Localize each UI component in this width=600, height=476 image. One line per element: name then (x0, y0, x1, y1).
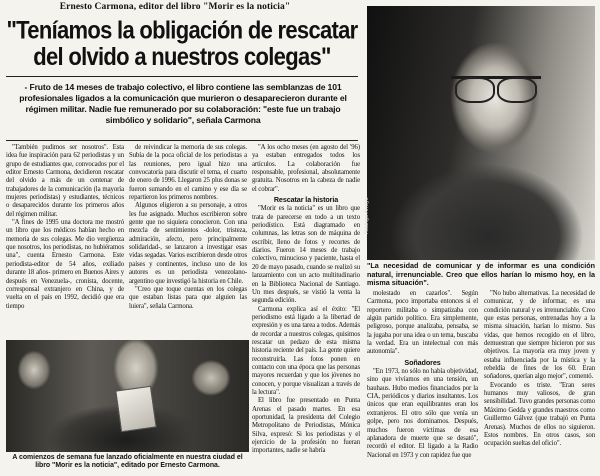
deck: - Fruto de 14 meses de trabajo colectivo, el libro contiene las semblanzas de 101 profesionales ligados a la comunicación que murieron o desaparecieron durante el régimen militar. Nadie fue remunerado por su colaboración: "este fue un trabajo simbólico y solidario", señala Carmona (19, 82, 347, 125)
portrait-caption: "La necesidad de comunicar y de informar es una condición natural, irrenunciable. Creo que ellos harían lo mismo hoy, en la misma situación". (367, 261, 595, 288)
body-paragraph: "A los ocho meses (en agosto del '96) ya estaban entregados todos los artículos. La colaboración fue responsable, profesional, absolutamente gratuita. Nosotros en la cabeza de nadie el cobrar". (252, 144, 360, 193)
glasses-icon (451, 76, 541, 103)
body-paragraph: "En 1973, no sólo no había objetividad, sino que vivíamos en una tensión, un bauhaus. Hubo medios financiados por la CIA, periódicos y diarios insultantes. Los únicos que eran equilibrantes eran los extranjeros. El otro sólo que venía un golpe, pero nos dominamos. Después, muchos fueron víctimas de esa aplanadora de muerte que se desató", recordó el editor. El ligado a la Radio Nacional en 1973 y con rapidez fue que (367, 368, 478, 459)
book-launch-caption: A comienzos de semana fue lanzado oficialmente en nuestra ciudad el libro "Morir es la noticia", editado por Ernesto Carmona. (12, 454, 243, 470)
book-icon (115, 386, 156, 433)
top-rule (6, 76, 358, 77)
photo-credit: Rodrigo Arroyo (364, 197, 370, 234)
body-paragraph: "También pudimos ser nosotros". Esta idea fue inspiración para 62 periodistas y un grupo de estudiantes que, convocados por el editor Ernesto Carmona, decidieron rescatar del olvido a más de un centenar de trabajadores de la comunicación (la mayoría mujeres periodistas) y estudiantes, técnicos o desaparecidos durante los primeros años del régimen militar. (6, 144, 124, 218)
body-paragraph: "Morir es la noticia" es un libro que trata de parecerse en todo a un texto periodístico. Está diagramado en columnas, las letras son de máquina de escribir, lleno de fotos y recortes de diarios. Fueron 14 meses de trabajo colectivo, minucioso y paciente, hasta el 20 de mayo pasado, cuando se realizó su lanzamiento con un acto multitudinario en la Biblioteca Nacional de Santiago. Un mes después, se vistió la venta la segunda edición. (252, 205, 360, 305)
body-column-4 (367, 290, 478, 474)
body-paragraph: molestado en cazarlos". Según Carmona, poco importaba entonces si el reportero militaba o simpatizaba con algún partido político. Era simplemente, peligroso, porque analizaba, pensaba, se la jugaba por una idea o un tema, buscaba la verdad. Era un intelectual con más autonomía". (367, 290, 478, 356)
subhead-sonadores: Soñadores (404, 357, 441, 367)
deck-rule (6, 140, 358, 141)
subhead-rescatar: Rescatar la historia (273, 195, 339, 205)
body-column-5 (484, 290, 595, 474)
body-paragraph: El libro fue presentado en Punta Arenas el pasado martes. En esa oportunidad, la presidenta del Colegio Metropolitano de Periodistas, Mónica Silva, expresó: Si los periodistas y el ejercicio de la profesión no fueran importantes, nadie se habría (252, 397, 360, 455)
body-paragraph: Carmona explica así el éxito: "El periodismo está ligado a la libertad de expresión y es una tarea a todos. Además de recordar a nuestros colegas, quisimos rescatar un pedazo de esta misma historia reciente del país. La gente quiere reconstruirla. Las fotos ponen en contacto con una época que las personas mayores recuerdan y que los jóvenes no conocen, y porque visualizan a través de la lectura". (252, 305, 360, 396)
body-column-3 (252, 144, 360, 474)
body-paragraph: "No hubo alternativas. La necesidad de comunicar, y de informar, es una condición natural y es irrenunciable. Creo que estas personas, entrenadas hoy a la misma situación, harían lo mismo. Sus vidas, que hemos recogido en el libro, demuestran que siempre hicieron por sus objetivos. La mayoría era muy joven y estaba influenciada por la mística y la rebeldía de fines de los 60. Eran soñadores, querían algo mejor", comentó. (484, 290, 595, 381)
body-column-1 (6, 144, 124, 337)
kicker: Ernesto Carmona, editor del libro "Morir es la noticia" (59, 2, 291, 12)
book-launch-photo (6, 340, 249, 452)
body-paragraph: "A fines de 1995 una doctora me mostró un libro que los médicos habían hecho en memoria de sus colegas. Me dio vergüenza que nosotros, los periodistas, no hubiéramos una", cuenta Ernesto Carmona. Este periodista-editor de 54 años, exiliado durante 18 años- primero en Buenos Aires y después en Venezuela-, cronista, docente, corresponsal extranjero en China, y de vuelta en el país en 1992, decidió que era tiempo (6, 219, 124, 310)
body-paragraph: Algunos eligieron a su personaje, a otros les fue asignado. Muchos escribieron sobre gente que no siquiera conocieron. Con una mezcla de sentimientos -dolor, tristeza, admiración, afecto, pero principalmente solidaridad-, se lanzaron a investigar esas vidas segadas. Varios escribieron desde otros países y continentes, incluso uno de los autores es un periodista venezolano-argentino que investigó la historia en Chile. (129, 202, 247, 285)
body-paragraph: Evocando es triste. "Eran seres humanos muy valiosos, de gran sensibilidad. Tuvo grandes personas como Máximo Gedda y grandes maestros como Guillermo Gálvez (que trabajó en Punta Arenas). Muchos de ellos no siguieron. Estos nombres. En otros casos, son ocupación sueltas del oficio". (484, 381, 595, 448)
headline: "Teníamos la obligación de rescatar del olvido a nuestros colegas" (6, 15, 358, 71)
body-paragraph: "Creo que toque cuentas en los colegas que estaban listas para que alguien las luiera", señala Carmona. (129, 285, 247, 310)
body-column-2 (129, 144, 247, 337)
portrait-photo (364, 6, 595, 260)
body-paragraph: de reivindicar la memoria de sus colegas. Subía de la poca oficial de los periodistas a las reuniones, pero igual hizo una convocatoria para discutir el tema, el cuarto de enero de 1996. Llegaron 25 plus donas se fueron sumando en el camino y ese día se repartieron los primeros nombres. (129, 144, 247, 202)
